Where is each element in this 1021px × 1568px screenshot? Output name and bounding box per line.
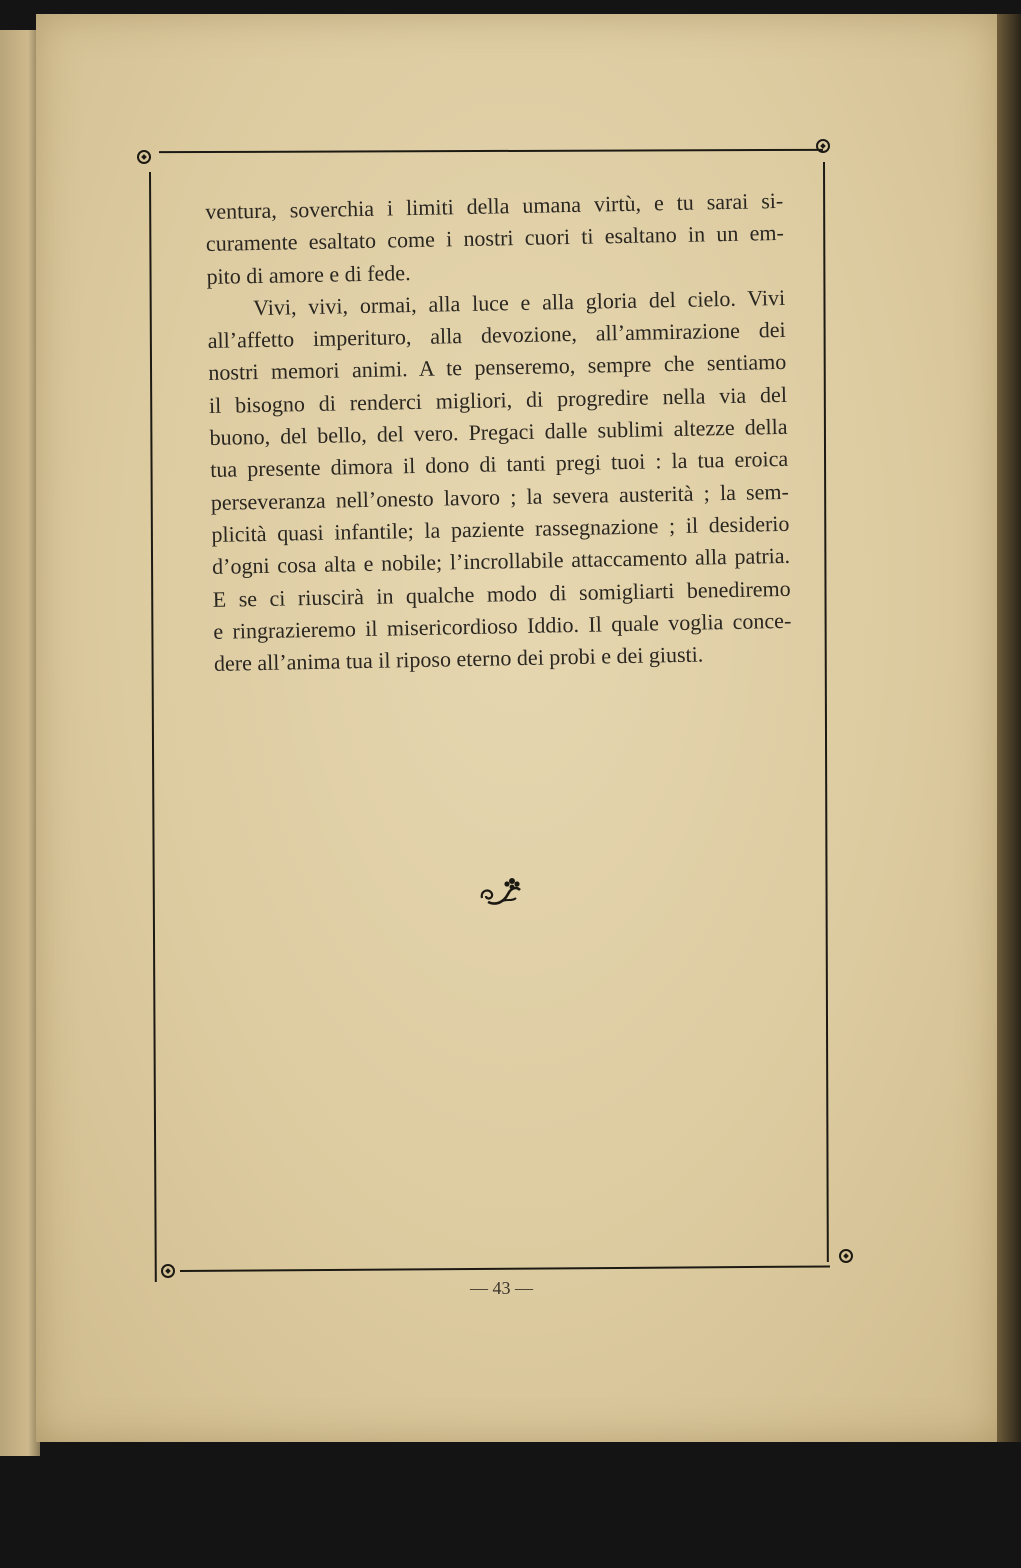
frame-right-rule	[823, 162, 829, 1262]
text-line: e ringrazieremo il misericordioso Iddio. Il quale voglia conce-	[213, 607, 792, 644]
text-line: ventura, soverchia i limiti della umana virtù, e tu sarai si-	[205, 187, 784, 224]
corner-ornament-icon	[839, 1249, 853, 1263]
corner-ornament-icon	[161, 1264, 175, 1278]
text-line: curamente esaltato come i nostri cuori ti esaltano in un em-	[205, 220, 785, 257]
text-line: d’ogni cosa alta e nobile; l’incrollabile attaccamento alla patria.	[211, 543, 791, 580]
frame-left-rule	[149, 172, 157, 1282]
page-number: — 43 —	[470, 1278, 533, 1298]
text-line: tua presente dimora il dono di tanti pregi tuoi : la tua eroica	[210, 446, 789, 483]
text-line: buono, del bello, del vero. Pregaci dalle sublimi altezze della	[209, 413, 788, 451]
body-text	[205, 185, 792, 680]
facing-page-edge	[0, 30, 40, 1456]
text-line: pito di amore e di fede.	[206, 259, 411, 289]
text-line: perseveranza nell’onesto lavoro ; la severa austerità ; la sem-	[210, 478, 790, 515]
corner-ornament-icon	[816, 139, 830, 153]
fleuron-icon	[478, 872, 526, 910]
text-line: plicità quasi infantile; la paziente rassegnazione ; il desiderio	[211, 510, 790, 547]
corner-ornament-icon	[137, 150, 151, 164]
text-line: il bisogno di renderci migliori, di progredire nella via del	[208, 381, 788, 418]
text-line: all’affetto imperituro, alla devozione, all’ammirazione dei	[207, 317, 786, 354]
text-line: E se ci riuscirà in qualche modo di somigliarti benediremo	[212, 575, 791, 612]
text-line: nostri memori animi. A te penseremo, sempre che sentiamo	[208, 349, 787, 386]
text-line: dere all’anima tua il riposo eterno dei probi e dei giusti.	[213, 641, 704, 677]
frame-top-rule	[159, 149, 823, 153]
page-edge	[997, 14, 1021, 1442]
text-line: Vivi, vivi, ormai, alla luce e alla gloria del cielo. Vivi	[252, 284, 786, 320]
